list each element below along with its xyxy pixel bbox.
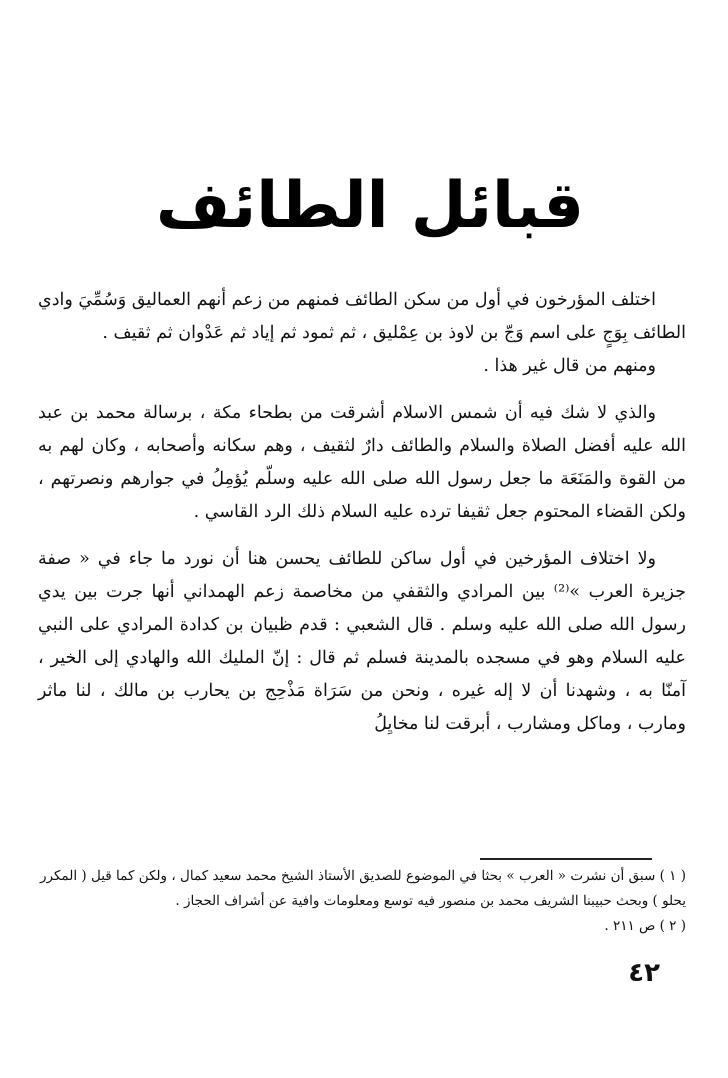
paragraph: ومنهم من قال غير هذا . bbox=[483, 356, 656, 376]
paragraph: اختلف المؤرخون في أول من سكن الطائف فمنهم من زعم أنهم العماليق وَسُمِّيَ وادي الطائف بِوَجٍ على اسم وَجّ بن لاوذ بن عِمْليق ، ثم ثمود ثم إياد ثم عَدْوان ثم ثقيف . bbox=[38, 290, 686, 343]
page-number: ٤٢ bbox=[628, 958, 660, 988]
paragraph: والذي لا شك فيه أن شمس الاسلام أشرقت من بطحاء مكة ، برسالة محمد بن عبد الله عليه أفضل الصلاة والسلام والطائف دارٌ لثقيف ، وهم سكانه وأصحابه ، وكان لهم به من القوة والمَنَعَة ما جعل رسول الله صلى الله عليه وسلّم يُؤمِلُ في جوارهم ونصرتهم ، ولكن القضاء المحتوم جعل ثقيفا ترده عليه السلام ذلك الرد القاسي . bbox=[38, 403, 686, 522]
chapter-title: قبائل الطائف bbox=[155, 169, 585, 243]
footnote: ( ١ ) سبق أن نشرت « العرب » بحثا في الموضوع للصديق الأستاذ الشيخ محمد سعيد كمال ، ولكن كما قيل ( المكرر يحلو ) وبحث حبيبنا الشريف محمد بن منصور فيه توسع ومعلومات وافية عن أشراف الحجاز . bbox=[40, 868, 687, 909]
paragraph: ولا اختلاف المؤرخين في أول ساكن للطائف يحسن هنا أن نورد ما جاء في « صفة جزيرة العرب »⁽²⁾ بين المرادي والثقفي من مخاصمة زعم الهمداني أنها جرت بين يدي رسول الله صلى الله عليه وسلم . قال الشعبي : قدم ظبيان بن كدادة المرادي على النبي عليه السلام وهو في مسجده بالمدينة فسلم ثم قال : إنّ المليك الله والهادي إلى الخير ، آمنّا به ، وشهدنا أن لا إله غيره ، ونحن من سَرَاة مَذْحِج بن يحارب بن مالك ، لنا ماثر ومارب ، وماكل ومشارب ، أبرقت لنا مخايِلُ bbox=[38, 549, 686, 734]
footnote-divider bbox=[480, 858, 652, 860]
body-text bbox=[38, 284, 686, 741]
footnote: ( ٢ ) ص ٢١١ . bbox=[604, 918, 686, 934]
footnotes bbox=[40, 864, 686, 939]
